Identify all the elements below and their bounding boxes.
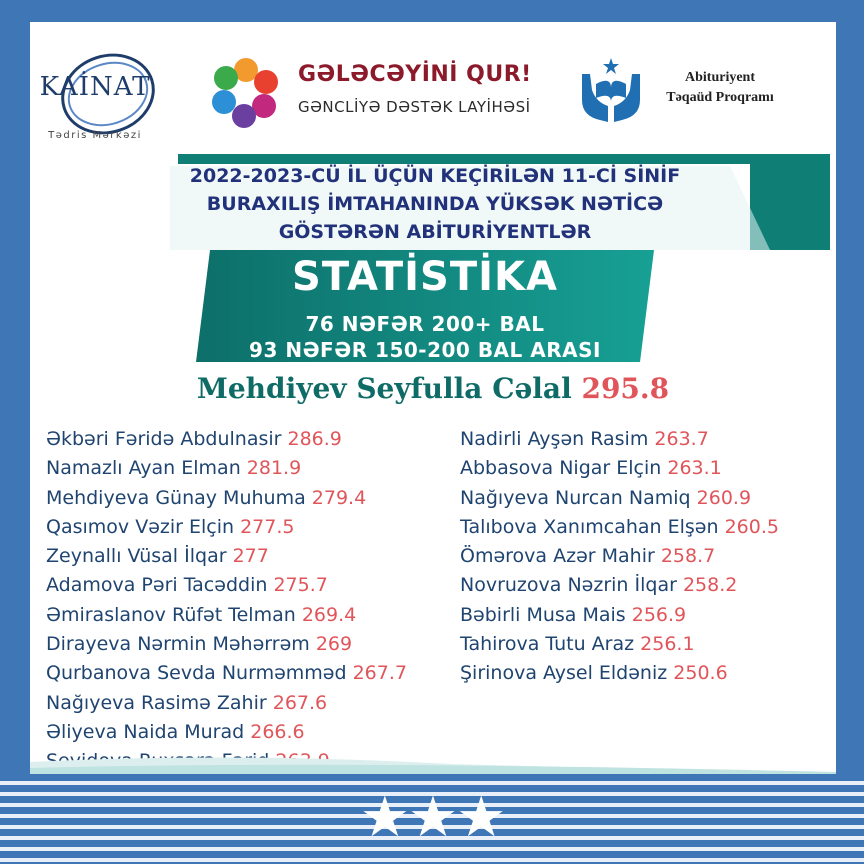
student-score: 263.1 bbox=[667, 457, 722, 480]
result-row bbox=[46, 513, 407, 542]
student-name: Ömərova Azər Mahir bbox=[460, 545, 655, 568]
result-row bbox=[460, 484, 779, 513]
student-name: Əmiraslanov Rüfət Telman bbox=[46, 603, 296, 626]
result-row bbox=[460, 630, 779, 659]
student-score: 260.5 bbox=[724, 515, 779, 538]
result-row bbox=[460, 425, 779, 454]
result-row bbox=[46, 630, 407, 659]
student-name: Abbasova Nigar Elçin bbox=[460, 457, 662, 480]
student-name: Qasımov Vəzir Elçin bbox=[46, 515, 235, 538]
top-student-name: Mehdiyev Seyfulla Cəlal bbox=[196, 372, 572, 405]
result-row bbox=[46, 571, 407, 600]
result-row bbox=[46, 454, 407, 483]
student-name: Tahirova Tutu Araz bbox=[460, 633, 635, 656]
student-score: 277 bbox=[232, 545, 269, 568]
right-results-list bbox=[460, 425, 779, 689]
student-score: 260.9 bbox=[696, 486, 752, 509]
result-row bbox=[46, 484, 407, 513]
student-name: Namazlı Ayan Elman bbox=[46, 457, 241, 480]
student-score: 258.2 bbox=[682, 574, 738, 597]
student-name: Qurbanova Sevda Nurməmməd bbox=[46, 662, 347, 685]
result-row bbox=[46, 542, 407, 571]
result-row bbox=[460, 601, 779, 630]
student-name: Novruzova Nəzrin İlqar bbox=[460, 574, 677, 597]
student-name: Adamova Pəri Tacəddin bbox=[46, 574, 268, 597]
student-score: 275.7 bbox=[273, 574, 328, 597]
student-name: Nağıyeva Rasimə Zahir bbox=[46, 691, 267, 714]
heading-line-1: 2022-2023-CÜ İL ÜÇÜN KEÇİRİLƏN 11-Cİ SİNİF bbox=[189, 165, 681, 187]
result-row bbox=[460, 659, 779, 688]
results-heading bbox=[150, 162, 720, 246]
student-score: 281.9 bbox=[246, 457, 302, 480]
student-score: 269 bbox=[315, 633, 353, 656]
heading-line-3: GÖSTƏRƏN ABİTURİYENTLƏR bbox=[278, 221, 592, 243]
result-row bbox=[46, 601, 407, 630]
student-name: Nadirli Ayşən Rasim bbox=[460, 428, 649, 450]
student-name: Bəbirli Musa Mais bbox=[460, 603, 626, 626]
result-row bbox=[46, 425, 407, 454]
student-name: Əkbəri Fəridə Abdulnasir bbox=[46, 428, 282, 450]
scholarship-name bbox=[650, 68, 790, 108]
kainat-subtitle: Tədris Mərkəzi bbox=[48, 130, 142, 141]
statistics-title: STATİSTİKA bbox=[292, 254, 558, 300]
result-row bbox=[460, 571, 779, 600]
student-name: Nağıyeva Nurcan Namiq bbox=[460, 486, 691, 509]
top-student bbox=[30, 372, 836, 405]
project-subtitle: GƏNCLİYƏ DƏSTƏK LAYİHƏSİ bbox=[298, 98, 531, 116]
result-row bbox=[460, 454, 779, 483]
student-score: 286.9 bbox=[287, 428, 342, 450]
statistics-line-1: 76 NƏFƏR 200+ BAL bbox=[305, 312, 545, 336]
student-score: 258.7 bbox=[660, 545, 716, 568]
result-row bbox=[46, 659, 407, 688]
project-title: GƏLƏCƏYİNİ QUR! bbox=[298, 62, 532, 87]
student-name: Talıbova Xanımcahan Elşən bbox=[460, 515, 719, 538]
student-name: Əliyeva Naida Murad bbox=[46, 720, 245, 743]
student-score: 266.6 bbox=[250, 720, 305, 743]
scholarship-line-2: Təqaüd Proqramı bbox=[666, 90, 774, 105]
kainat-name: KAİNAT bbox=[39, 72, 151, 102]
three-stars-icon: ★★★ bbox=[359, 785, 505, 850]
student-score: 256.1 bbox=[640, 633, 695, 656]
student-name: Mehdiyeva Günay Muhuma bbox=[46, 486, 306, 509]
result-row bbox=[460, 542, 779, 571]
student-name: Dirayeva Nərmin Məhərrəm bbox=[46, 633, 310, 656]
heading-line-2: BURAXILIŞ İMTAHANINDA YÜKSƏK NƏTİCƏ bbox=[206, 193, 664, 215]
scholarship-line-1: Abituriyent bbox=[685, 70, 755, 85]
people-circle-icon bbox=[210, 56, 282, 128]
student-name: Zeynallı Vüsal İlqar bbox=[46, 545, 227, 568]
student-score: 279.4 bbox=[311, 486, 367, 509]
student-score: 267.6 bbox=[272, 691, 328, 714]
bottom-wave-decoration bbox=[30, 712, 836, 774]
student-name: Şirinova Aysel Eldəniz bbox=[460, 662, 668, 685]
hands-book-icon bbox=[576, 54, 646, 126]
student-score: 269.4 bbox=[301, 603, 357, 626]
student-score: 256.9 bbox=[631, 603, 687, 626]
student-score: 277.5 bbox=[240, 515, 295, 538]
result-row bbox=[460, 513, 779, 542]
student-score: 263.7 bbox=[654, 428, 709, 450]
student-score: 267.7 bbox=[352, 662, 407, 685]
statistics-line-2: 93 NƏFƏR 150-200 BAL ARASI bbox=[249, 338, 601, 362]
poster-card bbox=[30, 22, 836, 774]
top-student-score: 295.8 bbox=[581, 372, 670, 405]
student-score: 250.6 bbox=[673, 662, 728, 685]
